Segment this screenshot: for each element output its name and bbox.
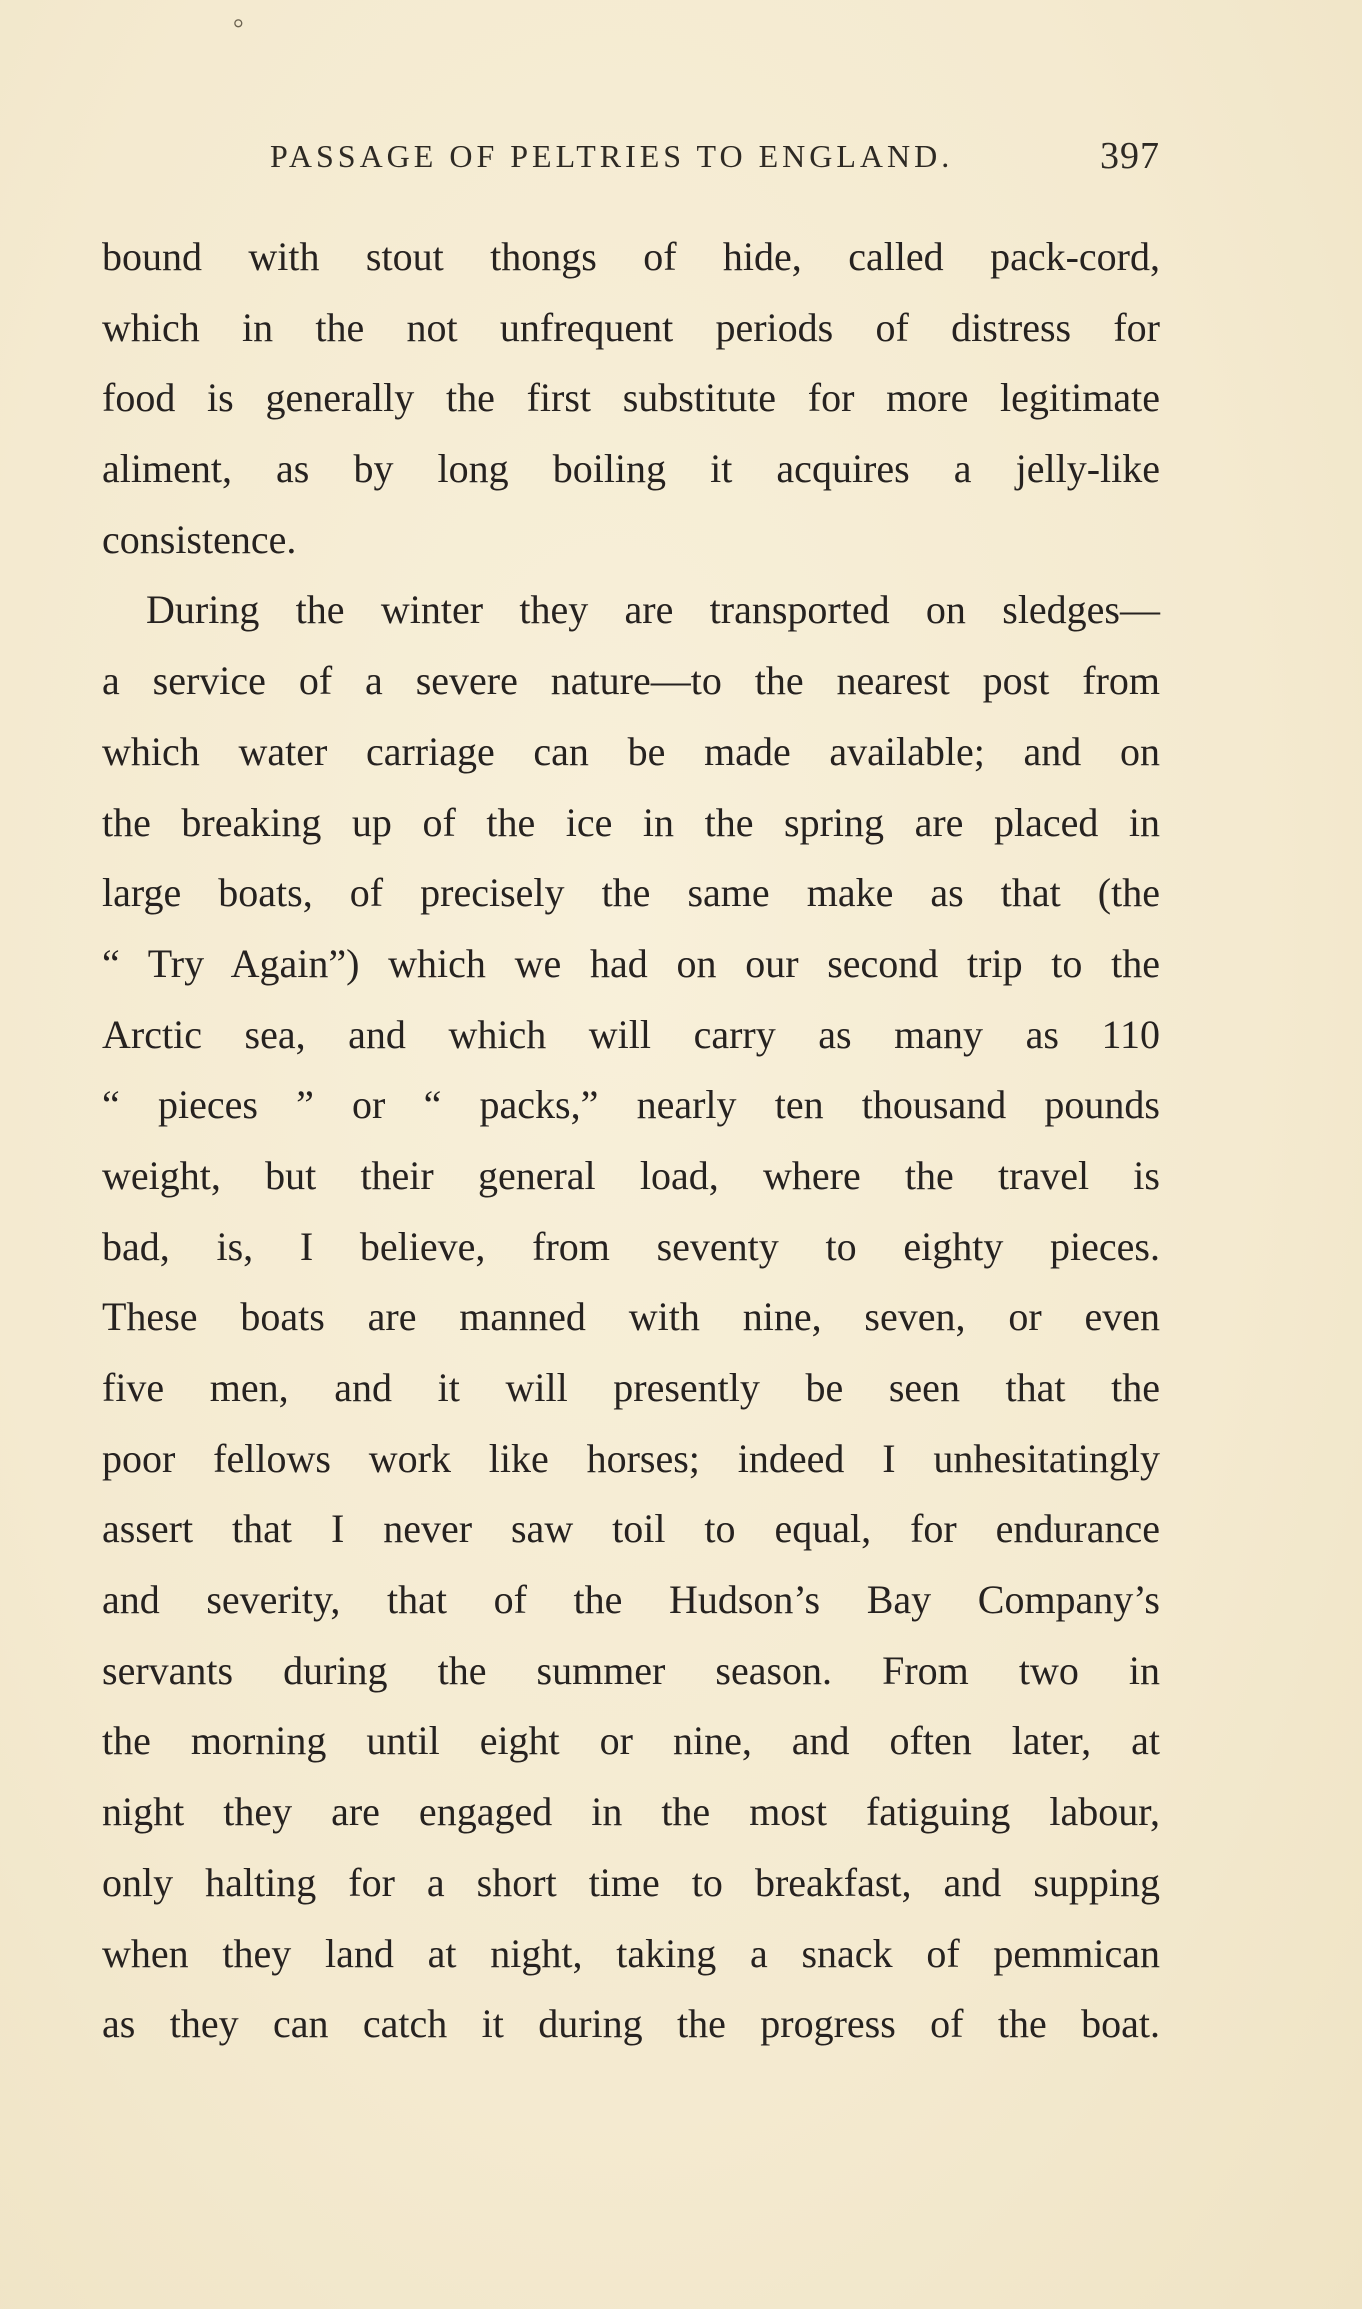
text-line: bad, is, I believe, from seventy to eighty pieces.: [102, 1223, 1160, 1269]
text-line: “ Try Again”) which we had on our second trip to the: [102, 940, 1160, 986]
text-line: night they are engaged in the most fatiguing labour,: [102, 1789, 1160, 1835]
text-line: when they land at night, taking a snack of pemmican: [102, 1930, 1160, 1976]
ink-speck-icon: ⸰: [232, 12, 245, 37]
text-line: assert that I never saw toil to equal, for endurance: [102, 1506, 1160, 1552]
text-line: consistence.: [102, 516, 297, 562]
text-line: large boats, of precisely the same make as that (the: [102, 870, 1160, 916]
text-line: the breaking up of the ice in the spring are placed in: [102, 799, 1160, 845]
text-line: food is generally the first substitute for more legitimate: [102, 375, 1160, 421]
text-line: During the winter they are transported on sledges—: [146, 587, 1160, 633]
text-line: which in the not unfrequent periods of distress for: [102, 304, 1160, 350]
text-line: servants during the summer season. From two in: [102, 1647, 1160, 1693]
text-line: bound with stout thongs of hide, called pack-cord,: [102, 234, 1160, 279]
text-line: aliment, as by long boiling it acquires a jelly-like: [102, 446, 1160, 492]
text-line: These boats are manned with nine, seven, or even: [102, 1294, 1160, 1340]
running-head: [100, 132, 1160, 188]
body-text: [102, 222, 1160, 2060]
text-line: which water carriage can be made available; and on: [102, 728, 1160, 774]
text-line: poor fellows work like horses; indeed I unhesitatingly: [102, 1435, 1160, 1481]
text-line: five men, and it will presently be seen that the: [102, 1365, 1160, 1410]
text-line: weight, but their general load, where the travel is: [102, 1152, 1160, 1198]
page-number: 397: [1100, 135, 1160, 177]
text-line: the morning until eight or nine, and often later, at: [102, 1718, 1160, 1764]
text-line: and severity, that of the Hudson’s Bay Company’s: [102, 1577, 1160, 1623]
text-line: “ pieces ” or “ packs,” nearly ten thousand pounds: [102, 1082, 1160, 1128]
text-line: as they can catch it during the progress of the boat.: [102, 2001, 1160, 2047]
running-title: PASSAGE OF PELTRIES TO ENGLAND.: [270, 138, 954, 174]
text-line: a service of a severe nature—to the nearest post from: [102, 658, 1160, 704]
text-line: only halting for a short time to breakfast, and supping: [102, 1859, 1160, 1905]
text-line: Arctic sea, and which will carry as many as 110: [102, 1011, 1160, 1057]
